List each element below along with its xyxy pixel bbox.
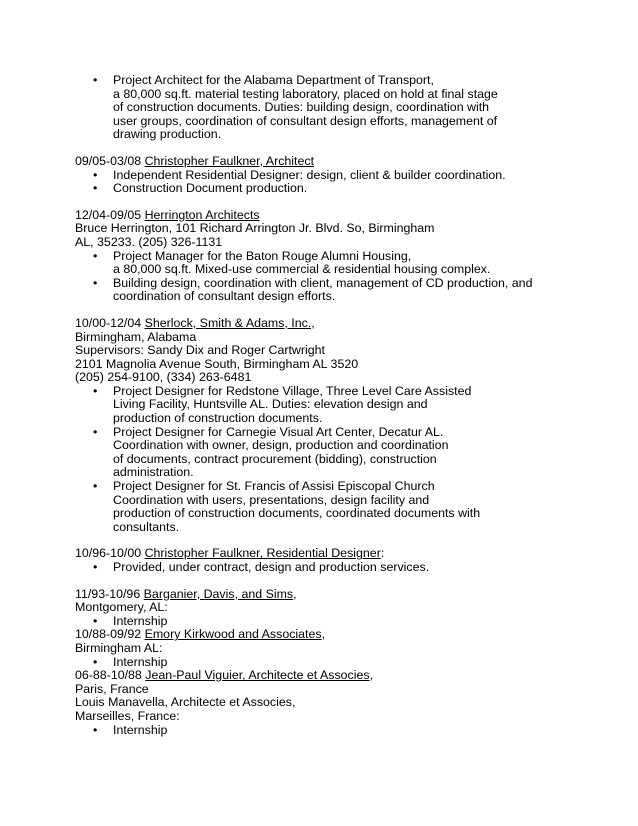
bullet-item (113, 182, 615, 196)
bullet-line: • Building design, coordination with client, management of CD production, and (113, 275, 533, 290)
entry-detail-line: 2101 Magnolia Avenue South, Birmingham AL 3520 (75, 356, 359, 371)
bullet-item (113, 480, 615, 534)
work-entry (75, 317, 615, 535)
firm-punctuation: : (380, 546, 385, 561)
work-entry (75, 547, 615, 574)
firm-name: Herrington Architects (144, 207, 260, 222)
entry-detail-line: Montgomery, AL: (75, 600, 168, 615)
entry-detail-line: Louis Manavella, Architecte et Associes, (75, 695, 296, 710)
bullet-item (113, 724, 615, 738)
bullet-line: • Project Designer for Redstone Village, Three Level Care Assisted (113, 383, 472, 398)
entry-dates: 12/04-09/05 (75, 207, 145, 222)
bullet-line: • Internship (113, 654, 168, 669)
bullet-line: • Project Designer for Carnegie Visual Art Center, Decatur AL. (113, 424, 444, 439)
bullet-line: production of construction documents. (113, 411, 323, 426)
entry-detail-line: Marseilles, France: (75, 708, 180, 723)
entry-dates: 09/05-03/08 (75, 153, 145, 168)
bullet-line: • Project Designer for St. Francis of Assisi Episcopal Church (113, 479, 435, 494)
entry-header (75, 209, 615, 223)
bullet-list (75, 615, 615, 629)
entry-detail-line: Birmingham, Alabama (75, 329, 197, 344)
bullet-line: of documents, contract procurement (bidding), construction (113, 451, 437, 466)
bullet-list (75, 250, 615, 304)
firm-name: Christopher Faulkner, Architect (144, 153, 315, 168)
bullet-item (113, 385, 615, 426)
entry-dates: 10/88-09/92 (75, 627, 145, 642)
bullet-line: coordination of consultant design efforts. (113, 289, 336, 304)
bullet-line: • Project Architect for the Alabama Department of Transport, (113, 73, 434, 87)
entry-header (75, 317, 615, 331)
entry-detail-line: Birmingham AL: (75, 640, 163, 655)
bullet-line: production of construction documents, coordinated documents with (113, 506, 481, 521)
entry-detail-line: Bruce Herrington, 101 Richard Arrington Jr. Blvd. So, Birmingham (75, 221, 435, 236)
bullet-list (75, 724, 615, 738)
entry-header (75, 628, 615, 642)
bullet-line: • Project Manager for the Baton Rouge Alumni Housing, (113, 248, 412, 263)
firm-name: Christopher Faulkner, Residential Designer (144, 546, 381, 561)
entry-detail-line: Paris, France (75, 681, 149, 696)
firm-name: Barganier, Davis, and Sims (143, 586, 294, 601)
bullet-list (75, 385, 615, 535)
bullet-item (113, 169, 615, 183)
bullet-line: Coordination with owner, design, production and coordination (113, 438, 449, 453)
work-entry (75, 588, 615, 629)
bullet-list (75, 656, 615, 670)
work-entry (75, 628, 615, 669)
bullet-line: a 80,000 sq.ft. material testing laboratory, placed on hold at final stage (113, 86, 498, 101)
bullet-item (113, 277, 615, 304)
bullet-line: consultants. (113, 519, 180, 534)
work-entry (75, 209, 615, 304)
entry-dates: 10/96-10/00 (75, 546, 145, 561)
bullet-line: • Internship (113, 613, 168, 628)
bullet-item (113, 615, 615, 629)
bullet-item (113, 561, 615, 575)
bullet-item (113, 656, 615, 670)
entry-detail-line: (205) 254-9100, (334) 263-6481 (75, 370, 252, 385)
entry-detail-line: AL, 35233. (205) 326-1131 (75, 234, 223, 249)
bullet-item (113, 250, 615, 277)
entry-detail-line: Supervisors: Sandy Dix and Roger Cartwright (75, 343, 325, 358)
bullet-line: user groups, coordination of consultant design efforts, management of (113, 113, 498, 128)
entry-header (75, 588, 615, 602)
bullet-item (113, 74, 615, 142)
bullet-line: of construction documents. Duties: building design, coordination with (113, 100, 490, 115)
entry-header (75, 547, 615, 561)
bullet-line: administration. (113, 465, 194, 480)
entry-dates: 10/00-12/04 (75, 315, 145, 330)
bullet-list (75, 74, 615, 142)
firm-name: Emory Kirkwood and Associates (144, 627, 322, 642)
entry-dates: 06-88-10/88 (75, 668, 146, 683)
bullet-line: • Provided, under contract, design and production services. (113, 560, 430, 574)
bullet-list (75, 169, 615, 196)
bullet-list (75, 561, 615, 575)
bullet-line: Living Facility, Huntsville AL. Duties: elevation design and (113, 397, 428, 412)
firm-name: Sherlock, Smith & Adams, Inc., (144, 315, 315, 330)
entry-header (75, 155, 615, 169)
firm-name: Jean-Paul Viguier, Architecte et Associes (145, 668, 370, 683)
bullet-item (113, 426, 615, 480)
firm-punctuation: , (369, 668, 374, 683)
bullet-line: • Independent Residential Designer: design, client & builder coordination. (113, 167, 506, 182)
entry-dates: 11/93-10/96 (75, 586, 144, 601)
bullet-line: • Construction Document production. (113, 181, 308, 196)
bullet-line: • Internship (113, 722, 168, 737)
bullet-line: Coordination with users, presentations, design facility and (113, 492, 430, 507)
firm-punctuation: , (293, 586, 297, 601)
firm-punctuation: , (321, 627, 326, 642)
work-entry (75, 155, 615, 196)
work-entry (75, 669, 615, 737)
entry-header (75, 669, 615, 683)
bullet-line: drawing production. (113, 127, 222, 142)
resume-page (75, 74, 615, 737)
bullet-line: a 80,000 sq.ft. Mixed-use commercial & residential housing complex. (113, 262, 491, 277)
work-entry (75, 74, 615, 142)
